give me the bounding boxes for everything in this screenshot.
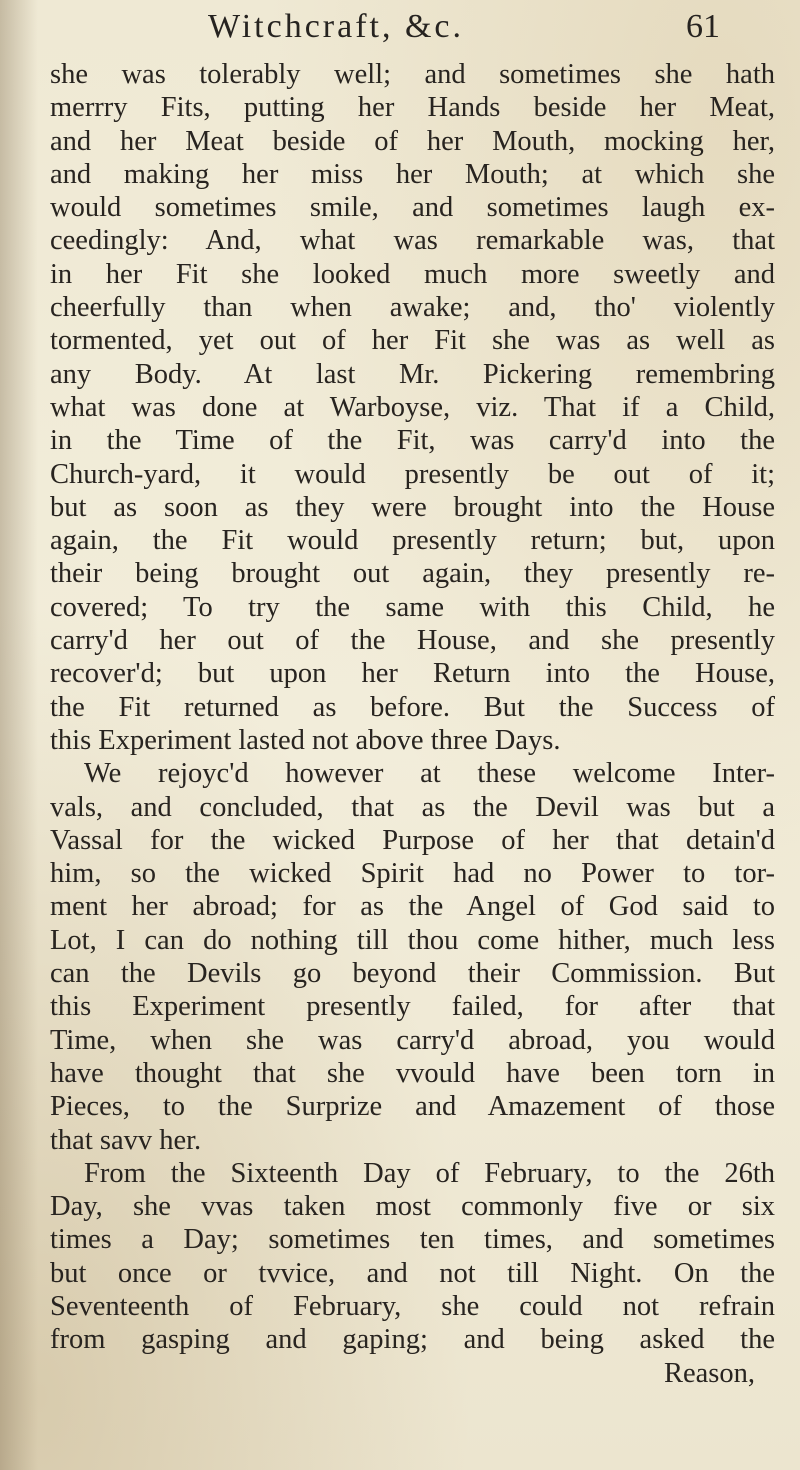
body-text xyxy=(50,58,775,1390)
page-gutter-shadow xyxy=(0,0,38,1470)
text-line: but as soon as they were brought into the House xyxy=(50,491,775,523)
text-line: this Experiment lasted not above three Days. xyxy=(50,724,561,756)
text-line: the Fit returned as before. But the Success of xyxy=(50,691,775,723)
text-line: Seventeenth of February, she could not refrain xyxy=(50,1290,775,1322)
text-line: times a Day; sometimes ten times, and sometimes xyxy=(50,1224,775,1256)
text-line: from gasping and gaping; and being asked the xyxy=(50,1324,775,1356)
text-line: their being brought out again, they presently re- xyxy=(50,558,775,590)
text-line: can the Devils go beyond their Commission. But xyxy=(50,958,775,990)
text-line: would sometimes smile, and sometimes laugh ex- xyxy=(50,192,775,224)
text-line: but once or tvvice, and not till Night. On the xyxy=(50,1257,775,1289)
page-header xyxy=(120,8,720,54)
text-line: him, so the wicked Spirit had no Power to tor- xyxy=(50,858,775,890)
text-line: she was tolerably well; and sometimes she hath xyxy=(50,59,775,90)
text-line: Time, when she was carry'd abroad, you would xyxy=(50,1024,775,1056)
text-line: vals, and concluded, that as the Devil was but a xyxy=(50,791,775,823)
text-line: cheerfully than when awake; and, tho' violently xyxy=(50,292,775,324)
paragraph-first-line: From the Sixteenth Day of February, to the 26th xyxy=(84,1157,775,1189)
text-line: what was done at Warboyse, viz. That if a Child, xyxy=(50,391,775,423)
paragraph-first-line: We rejoyc'd however at these welcome Inter- xyxy=(84,758,775,790)
text-line: Lot, I can do nothing till thou come hither, much less xyxy=(50,924,775,956)
text-line: merrry Fits, putting her Hands beside her Meat, xyxy=(50,92,775,124)
text-line: have thought that she vvould have been torn in xyxy=(50,1057,775,1089)
text-line: Church-yard, it would presently be out of it; xyxy=(50,458,775,490)
running-title: Witchcraft, &c. xyxy=(208,8,465,45)
text-line: in the Time of the Fit, was carry'd into the xyxy=(50,425,775,457)
text-line: Day, she vvas taken most commonly five or six xyxy=(50,1191,775,1223)
text-line: in her Fit she looked much more sweetly and xyxy=(50,258,775,290)
page-number: 61 xyxy=(686,8,720,45)
text-line: any Body. At last Mr. Pickering remembring xyxy=(50,358,775,390)
text-line: carry'd her out of the House, and she presently xyxy=(50,625,775,657)
text-line: covered; To try the same with this Child, he xyxy=(50,591,775,623)
text-line: Pieces, to the Surprize and Amazement of those xyxy=(50,1091,775,1123)
text-line: that savv her. xyxy=(50,1124,202,1156)
text-line: and her Meat beside of her Mouth, mocking her, xyxy=(50,125,775,157)
text-line: ceedingly: And, what was remarkable was, that xyxy=(50,225,775,257)
text-line: ment her abroad; for as the Angel of God said to xyxy=(50,891,775,923)
catchword: Reason, xyxy=(663,1357,755,1389)
text-line: recover'd; but upon her Return into the House, xyxy=(50,658,775,690)
text-line: tormented, yet out of her Fit she was as well as xyxy=(50,325,775,357)
text-line: and making her miss her Mouth; at which she xyxy=(50,158,775,190)
text-line: Vassal for the wicked Purpose of her that detain'd xyxy=(50,824,775,856)
text-line: this Experiment presently failed, for after that xyxy=(50,991,775,1023)
text-line: again, the Fit would presently return; but, upon xyxy=(50,525,775,557)
